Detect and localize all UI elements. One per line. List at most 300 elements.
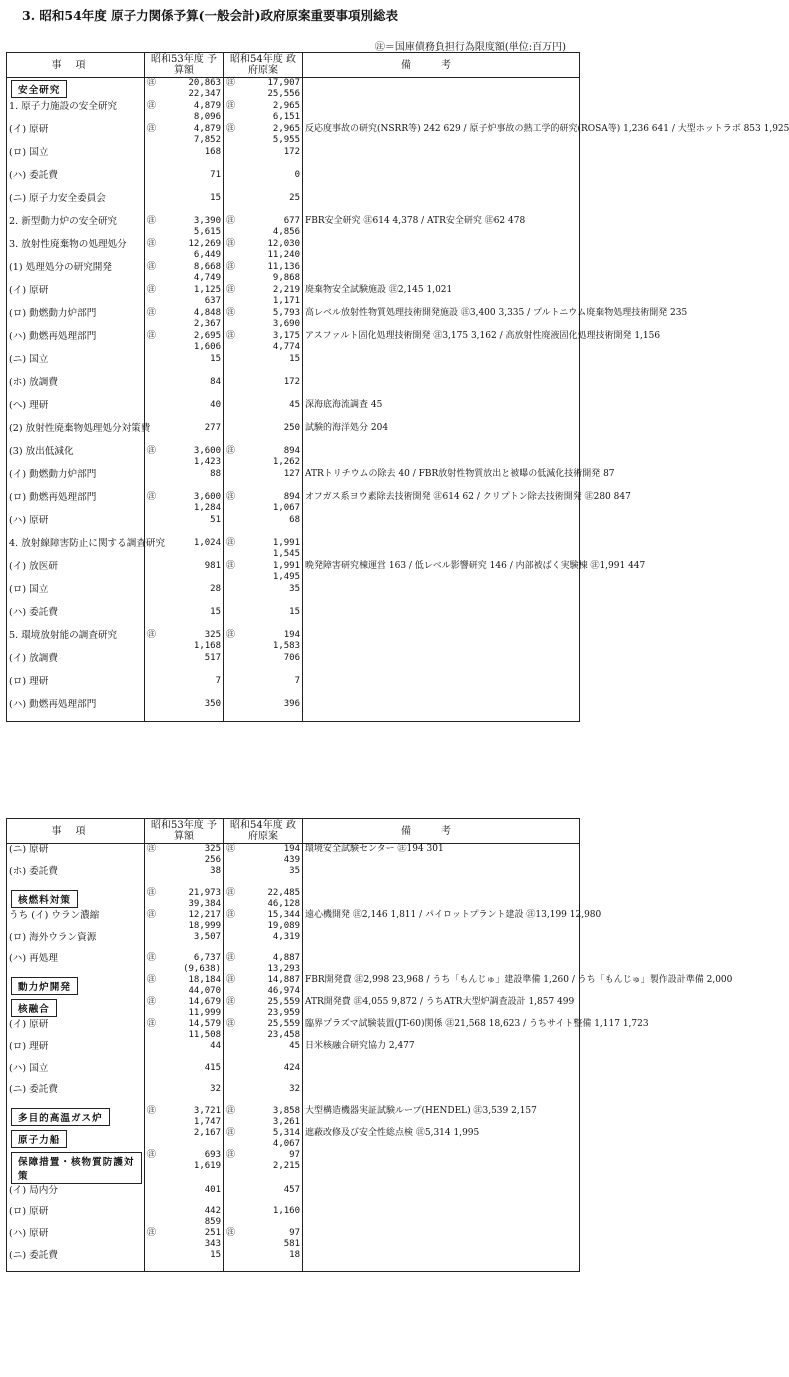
budget53-cell: [145, 239, 224, 262]
remarks-cell: [303, 1150, 580, 1185]
budget54-cell: [224, 1206, 303, 1228]
budget53-cell: [145, 1019, 224, 1041]
table-row: [7, 193, 580, 216]
item-label: 5. 環境放射能の調査研究: [9, 629, 118, 641]
table-row: [7, 584, 580, 607]
amount-value: 7: [294, 675, 300, 686]
amount-value: 68: [289, 514, 300, 525]
budget54-cell: [224, 888, 303, 910]
amount-value: 172: [283, 146, 300, 157]
table-row: [7, 423, 580, 446]
budget54-cell: [224, 1019, 303, 1041]
budget53-cell: [145, 147, 224, 170]
budget54-cell: [224, 1228, 303, 1250]
amount-value: 1,160: [272, 1206, 300, 1216]
budget54-cell: [224, 469, 303, 492]
section-heading: 核融合: [11, 999, 57, 1017]
budget53-cell: [145, 584, 224, 607]
row-item: [7, 537, 166, 561]
amount-value: 4,749: [193, 272, 221, 283]
budget53-cell: [145, 354, 224, 377]
amount-value: 4,319: [272, 931, 300, 942]
amount-value: 457: [283, 1184, 300, 1195]
remarks-cell: 高レベル放射性物質処理技術開発施設 ㊟3,400 3,335 / プルトニウム廃棄物処理技術開発 235: [303, 308, 580, 331]
item-label: 1. 原子力施設の安全研究: [9, 100, 118, 112]
remarks-cell: [303, 953, 580, 975]
debt-limit-mark: ㊟: [226, 997, 236, 1007]
row-item: [7, 1063, 145, 1085]
table-row: [7, 953, 580, 975]
remarks-cell: 反応度事故の研究(NSRR等) 242 629 / 原子炉事故の熱工学的研究(ROSA等) 1,236 641 / 大型ホットラボ 853 1,925: [303, 124, 580, 147]
amount-value: 1,171: [272, 295, 300, 306]
budget54-cell: [224, 1041, 303, 1063]
table-row: [7, 1084, 580, 1106]
amount-value: 325: [204, 844, 221, 854]
amount-value: 2,965: [272, 100, 300, 111]
remarks-cell: [303, 193, 580, 216]
amount-value: 18,999: [188, 920, 221, 931]
amount-value: 11,240: [267, 249, 300, 260]
row-item: [7, 492, 145, 515]
amount-value: 5,793: [272, 307, 300, 318]
amount-value: 15: [210, 1250, 221, 1260]
debt-limit-mark: ㊟: [226, 491, 236, 502]
item-label: (ロ) 海外ウラン資源: [9, 931, 97, 943]
remarks-cell: 遠心機開発 ㊟2,146 1,811 / パイロットプラント建設 ㊟13,199 12,980: [303, 910, 580, 932]
remarks-cell: ATR開発費 ㊟4,055 9,872 / うちATR大型炉調査設計 1,857 499: [303, 997, 580, 1019]
remarks-cell: [303, 262, 580, 285]
remarks-cell: 大型構造機器実証試験ループ(HENDEL) ㊟3,539 2,157: [303, 1106, 580, 1128]
amount-value: 15,344: [267, 909, 300, 920]
amount-value: 11,999: [188, 1008, 221, 1018]
remarks-cell: 日米核融合研究協力 2,477: [303, 1041, 580, 1063]
row-item: [7, 308, 145, 331]
debt-limit-mark: ㊟: [147, 330, 157, 341]
amount-value: 14,679: [188, 997, 221, 1007]
amount-value: 4,887: [272, 953, 300, 963]
remarks-cell: [303, 170, 580, 193]
budget54-cell: [224, 699, 303, 722]
item-label: (ハ) 原研: [9, 514, 49, 526]
budget54-cell: [224, 910, 303, 932]
budget53-cell: [145, 193, 224, 216]
amount-value: 38: [210, 866, 221, 876]
amount-value: 35: [289, 866, 300, 876]
item-label: (イ) 局内分: [9, 1184, 58, 1196]
row-item: [7, 1150, 145, 1185]
table-row: [7, 1063, 580, 1085]
table-row: [7, 1019, 580, 1041]
debt-limit-mark: ㊟: [147, 261, 157, 272]
amount-value: 88: [210, 468, 221, 479]
amount-value: 4,856: [272, 226, 300, 237]
amount-value: (9,638): [183, 964, 221, 974]
table-row: [7, 400, 580, 423]
budget54-cell: [224, 216, 303, 239]
item-label: (ロ) 国立: [9, 583, 49, 595]
table-row: [7, 932, 580, 954]
debt-limit-mark: ㊟: [147, 215, 157, 226]
debt-limit-mark: ㊟: [147, 1228, 157, 1238]
budget54-cell: [224, 1106, 303, 1128]
budget53-cell: [145, 975, 224, 997]
budget53-cell: [145, 492, 224, 515]
item-label: (ハ) 動燃再処理部門: [9, 698, 97, 710]
row-item: [7, 400, 145, 423]
remarks-cell: [303, 1250, 580, 1272]
amount-value: 71: [210, 169, 221, 180]
row-item: [7, 584, 145, 607]
row-item: [7, 1106, 145, 1128]
table-row: [7, 1206, 580, 1228]
amount-value: 0: [294, 169, 300, 180]
amount-value: 40: [210, 399, 221, 410]
amount-value: 12,217: [188, 909, 221, 920]
amount-value: 20,863: [188, 78, 221, 88]
amount-value: 39,384: [188, 898, 221, 909]
item-label: (ニ) 原研: [9, 844, 49, 855]
amount-value: 32: [210, 1084, 221, 1094]
item-label: (ホ) 放調費: [9, 376, 58, 388]
amount-value: 44: [210, 1041, 221, 1051]
debt-limit-mark: ㊟: [147, 238, 157, 249]
debt-limit-mark: ㊟: [226, 975, 236, 985]
budget54-cell: [224, 1084, 303, 1106]
budget54-cell: [224, 975, 303, 997]
table-row: [7, 630, 580, 653]
table-row: [7, 1041, 580, 1063]
budget53-cell: [145, 866, 224, 888]
remarks-cell: アスファルト固化処理技術開発 ㊟3,175 3,162 / 高放射性廃液固化処理技術開発 1,156: [303, 331, 580, 354]
budget54-cell: [224, 101, 303, 124]
budget54-cell: [224, 844, 303, 867]
table-row: [7, 469, 580, 492]
amount-value: 6,737: [193, 953, 221, 963]
amount-value: 1,495: [272, 571, 300, 582]
remarks-cell: 晩発障害研究棟運営 163 / 低レベル影響研究 146 / 内部被ばく実験棟 ㊟1,991 447: [303, 561, 580, 584]
amount-value: 35: [289, 583, 300, 594]
budget54-cell: [224, 607, 303, 630]
item-label: (ニ) 国立: [9, 353, 49, 365]
remarks-cell: [303, 888, 580, 910]
remarks-cell: [303, 653, 580, 676]
amount-value: 693: [204, 1149, 221, 1160]
amount-value: 2,215: [272, 1160, 300, 1171]
row-item: [7, 147, 145, 170]
budget54-cell: [224, 953, 303, 975]
header-item: 事項: [7, 819, 145, 844]
budget53-cell: [145, 170, 224, 193]
budget53-cell: [145, 285, 224, 308]
amount-value: 6,151: [272, 111, 300, 122]
amount-value: 350: [204, 698, 221, 709]
amount-value: 894: [283, 491, 300, 502]
amount-value: 28: [210, 583, 221, 594]
budget54-cell: [224, 239, 303, 262]
amount-value: 32: [289, 1084, 300, 1094]
budget-table-upper: [6, 52, 789, 722]
amount-value: 7: [215, 675, 221, 686]
amount-value: 4,067: [272, 1138, 300, 1149]
amount-value: 8,096: [193, 111, 221, 122]
budget53-cell: [145, 78, 224, 101]
amount-value: 45: [289, 399, 300, 410]
budget53-cell: [145, 676, 224, 699]
remarks-cell: [303, 377, 580, 400]
debt-limit-mark: ㊟: [226, 1228, 236, 1238]
item-label: (2) 放射性廃棄物処理処分対策費: [9, 422, 151, 434]
amount-value: 251: [204, 1228, 221, 1238]
debt-limit-mark: ㊟: [226, 909, 236, 920]
budget53-cell: [145, 308, 224, 331]
item-label: (ロ) 国立: [9, 146, 49, 158]
amount-value: 8,668: [193, 261, 221, 272]
debt-limit-mark: ㊟: [147, 887, 157, 898]
budget54-cell: [224, 515, 303, 538]
remarks-cell: [303, 1185, 580, 1207]
amount-value: 581: [283, 1239, 300, 1249]
section-heading: 多目的高温ガス炉: [11, 1108, 110, 1126]
budget53-cell: [145, 844, 224, 867]
budget54-cell: [224, 308, 303, 331]
debt-limit-mark: ㊟: [147, 491, 157, 502]
debt-limit-mark: ㊟: [226, 330, 236, 341]
table-row: [7, 699, 580, 722]
budget53-cell: [145, 446, 224, 469]
table-row: [7, 124, 580, 147]
header-budget53: 昭和53年度 予算額: [145, 819, 224, 844]
amount-value: 1,606: [193, 341, 221, 352]
amount-value: 25: [289, 192, 300, 203]
table-row: [7, 997, 580, 1019]
amount-value: 250: [283, 422, 300, 433]
amount-value: 51: [210, 514, 221, 525]
debt-limit-mark: ㊟: [147, 123, 157, 134]
budget54-cell: [224, 78, 303, 101]
amount-value: 4,774: [272, 341, 300, 352]
amount-value: 13,293: [267, 964, 300, 974]
budget54-cell: [224, 331, 303, 354]
debt-limit-mark: ㊟: [226, 215, 236, 226]
table-row: [7, 910, 580, 932]
row-item: [7, 193, 145, 216]
amount-value: 325: [204, 629, 221, 640]
amount-value: 424: [283, 1062, 300, 1073]
debt-limit-mark: ㊟: [147, 629, 157, 640]
debt-limit-mark: ㊟: [226, 560, 236, 571]
section-heading: 保障措置・核物質防護対策: [11, 1152, 142, 1184]
row-item: [7, 1228, 145, 1250]
amount-value: 439: [283, 855, 300, 865]
budget54-cell: [224, 262, 303, 285]
table-row: [7, 354, 580, 377]
budget54-cell: [224, 170, 303, 193]
row-item: [7, 262, 145, 285]
remarks-cell: 廃棄物安全試験施設 ㊟2,145 1,021: [303, 285, 580, 308]
amount-value: 18: [289, 1250, 300, 1260]
item-label: (ヘ) 理研: [9, 399, 49, 411]
amount-value: 5,615: [193, 226, 221, 237]
budget54-cell: [224, 446, 303, 469]
budget53-cell: [145, 1250, 224, 1272]
debt-limit-mark: ㊟: [226, 1019, 236, 1029]
amount-value: 22,485: [267, 887, 300, 898]
amount-value: 4,848: [193, 307, 221, 318]
table-row: [7, 888, 580, 910]
item-label: (イ) 原研: [9, 284, 49, 296]
amount-value: 12,269: [188, 238, 221, 249]
amount-value: 14,887: [267, 975, 300, 985]
budget54-cell: [224, 400, 303, 423]
debt-limit-mark: ㊟: [226, 844, 236, 854]
row-item: [7, 1250, 145, 1272]
amount-value: 25,559: [267, 1019, 300, 1029]
row-item: [7, 1128, 145, 1150]
table-row: [7, 285, 580, 308]
amount-value: 9,868: [272, 272, 300, 283]
amount-value: 11,508: [188, 1030, 221, 1040]
remarks-cell: [303, 607, 580, 630]
amount-value: 1,067: [272, 502, 300, 513]
item-label: (イ) 原研: [9, 123, 49, 135]
amount-value: 15: [210, 192, 221, 203]
row-item: [7, 630, 145, 653]
remarks-cell: [303, 538, 580, 561]
remarks-cell: [303, 1084, 580, 1106]
amount-value: 14,579: [188, 1019, 221, 1029]
amount-value: 706: [283, 652, 300, 663]
item-label: (イ) 原研: [9, 1019, 49, 1030]
budget54-cell: [224, 630, 303, 653]
budget54-cell: [224, 932, 303, 954]
amount-value: 1,991: [272, 537, 300, 548]
amount-value: 2,695: [193, 330, 221, 341]
row-item: [7, 1041, 145, 1063]
amount-value: 172: [283, 376, 300, 387]
amount-value: 21,973: [188, 887, 221, 898]
amount-value: 5,314: [272, 1127, 300, 1138]
budget53-cell: [145, 1084, 224, 1106]
amount-value: 97: [289, 1149, 300, 1160]
remarks-cell: オフガス系ヨウ素除去技術開発 ㊟614 62 / クリプトン除去技術開発 ㊟280 847: [303, 492, 580, 515]
amount-value: 1,991: [272, 560, 300, 571]
amount-value: 1,168: [193, 640, 221, 651]
remarks-cell: [303, 699, 580, 722]
table-row: [7, 446, 580, 469]
item-label: (ロ) 動燃再処理部門: [9, 491, 97, 503]
row-item: [7, 997, 145, 1019]
amount-value: 415: [204, 1062, 221, 1073]
debt-limit-mark: ㊟: [226, 1127, 236, 1138]
row-item: [7, 239, 145, 262]
remarks-cell: [303, 1206, 580, 1228]
table-row: [7, 538, 580, 561]
item-label: 4. 放射線障害防止に関する調査研究: [9, 537, 166, 549]
remarks-cell: 遮蔽改修及び安全性総点検 ㊟5,314 1,995: [303, 1128, 580, 1150]
table-row: [7, 607, 580, 630]
budget54-cell: [224, 676, 303, 699]
amount-value: 1,545: [272, 548, 300, 559]
amount-value: 2,965: [272, 123, 300, 134]
amount-value: 1,262: [272, 456, 300, 467]
section-heading: 安全研究: [11, 80, 67, 98]
table-row: [7, 1250, 580, 1272]
section-heading: 核燃料対策: [11, 890, 78, 908]
amount-value: 11,136: [267, 261, 300, 272]
item-label: (イ) 放調費: [9, 652, 58, 664]
debt-limit-mark: ㊟: [226, 445, 236, 456]
table-row: [7, 101, 580, 124]
amount-value: 194: [283, 844, 300, 854]
row-item: [7, 78, 145, 101]
amount-value: 3,261: [272, 1116, 300, 1127]
table-row: [7, 331, 580, 354]
amount-value: 637: [204, 295, 221, 306]
budget53-cell: [145, 1206, 224, 1228]
table-row: [7, 147, 580, 170]
item-label: (ハ) 動燃再処理部門: [9, 330, 97, 342]
amount-value: 1,747: [193, 1116, 221, 1127]
amount-value: 3,600: [193, 491, 221, 502]
item-label: 2. 新型動力炉の安全研究: [9, 215, 118, 227]
section-heading: 原子力船: [11, 1130, 67, 1148]
table-row: [7, 308, 580, 331]
row-item: [7, 216, 145, 239]
remarks-cell: [303, 630, 580, 653]
table-row: [7, 515, 580, 538]
table-row: [7, 170, 580, 193]
remarks-cell: 臨界プラズマ試験装置(JT-60)関係 ㊟21,568 18,623 / うちサイト整備 1,117 1,723: [303, 1019, 580, 1041]
debt-limit-mark: ㊟: [226, 238, 236, 249]
table-row: [7, 866, 580, 888]
budget53-cell: [145, 469, 224, 492]
budget53-cell: [145, 1041, 224, 1063]
table-row: [7, 1128, 580, 1150]
amount-value: 442: [204, 1206, 221, 1216]
amount-value: 256: [204, 855, 221, 865]
budget54-cell: [224, 193, 303, 216]
remarks-cell: [303, 354, 580, 377]
budget54-cell: [224, 377, 303, 400]
amount-value: 3,858: [272, 1105, 300, 1116]
table-row: [7, 262, 580, 285]
remarks-cell: 深海底海流調査 45: [303, 400, 580, 423]
amount-value: 23,458: [267, 1030, 300, 1040]
budget53-cell: [145, 653, 224, 676]
row-item: [7, 653, 145, 676]
amount-value: 343: [204, 1239, 221, 1249]
row-item: [7, 1206, 145, 1228]
budget54-cell: [224, 1128, 303, 1150]
amount-value: 15: [210, 353, 221, 364]
item-label: (ニ) 原子力安全委員会: [9, 192, 106, 204]
debt-limit-mark: ㊟: [226, 100, 236, 111]
item-label: (3) 放出低減化: [9, 445, 74, 457]
row-item: [7, 446, 145, 469]
item-label: 3. 放射性廃棄物の処理処分: [9, 238, 127, 250]
table-row: [7, 377, 580, 400]
item-label: (イ) 放医研: [9, 560, 58, 572]
remarks-cell: [303, 866, 580, 888]
section-heading: 動力炉開発: [11, 977, 78, 995]
row-item: [7, 953, 145, 975]
header-remarks: 備考: [303, 819, 580, 844]
amount-value: 894: [283, 445, 300, 456]
amount-value: 1,284: [193, 502, 221, 513]
remarks-cell: [303, 676, 580, 699]
header-budget53: 昭和53年度 予算額: [145, 53, 224, 78]
budget54-cell: [224, 354, 303, 377]
